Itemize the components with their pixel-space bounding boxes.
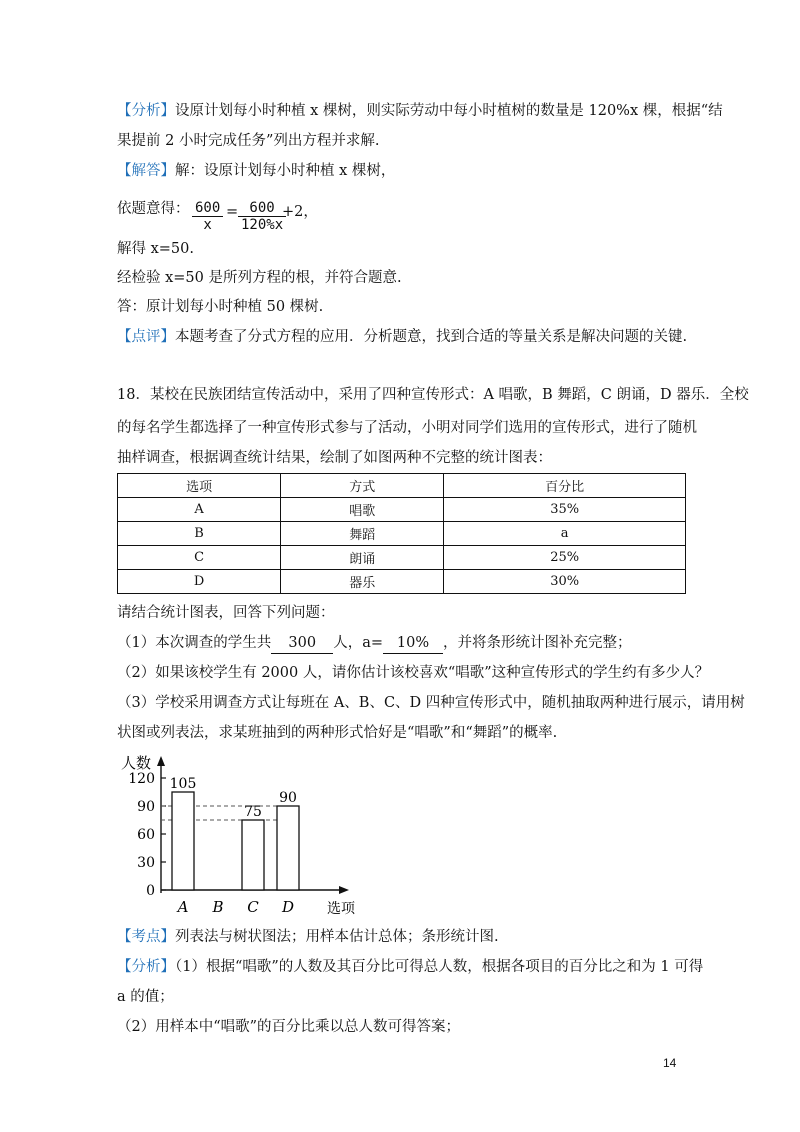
analysis-line-1: 【分析】设原计划每小时种植 x 棵树，则实际劳动中每小时植树的数量是 120%x 棵，根据“结	[117, 103, 723, 119]
page-number: 14	[663, 1056, 677, 1070]
table-cell: 35%	[444, 498, 686, 522]
table-cell: C	[118, 546, 281, 570]
analysis2-tag: 【分析】	[117, 959, 175, 975]
x-axis-label: 选项	[327, 901, 355, 917]
table-cell: B	[118, 522, 281, 546]
analysis-line-2: 果提前 2 小时完成任务”列出方程并求解.	[117, 133, 380, 149]
comment-line: 【点评】本题考查了分式方程的应用．分析题意，找到合适的等量关系是解决问题的关键.	[117, 329, 688, 345]
analysis-tag: 【分析】	[117, 103, 175, 119]
question18-line-3: 抽样调查，根据调查统计结果，绘制了如图两种不完整的统计图表：	[117, 450, 552, 466]
solution-line-3: 解得 x=50.	[117, 241, 194, 257]
y-tick-label: 30	[137, 855, 155, 871]
table-cell: 25%	[444, 546, 686, 570]
x-category-label: C	[247, 898, 259, 916]
question18-sub3-line-1: （3）学校采用调查方式让每班在 A、B、C、D 四种宣传形式中，随机抽取两种进行展示，请用树	[117, 695, 745, 711]
y-tick-label: 0	[146, 883, 155, 899]
question18-line-1: 18．某校在民族团结宣传活动中，采用了四种宣传形式：A 唱歌，B 舞蹈，C 朗诵，D 器乐．全校	[117, 387, 749, 403]
analysis2-line-1: 【分析】（1）根据“唱歌”的人数及其百分比可得总人数，根据各项目的百分比之和为 1 可得	[117, 959, 704, 975]
equation-fraction-right: $\frac{600}{120\%x}$	[238, 200, 286, 233]
table-cell: 器乐	[281, 570, 444, 594]
bar	[277, 806, 299, 890]
solution-line-1: 【解答】解：设原计划每小时种植 x 棵树，	[117, 163, 396, 179]
bar-value-label: 75	[244, 804, 262, 820]
y-axis-label: 人数	[121, 754, 152, 772]
kaodian-tag: 【考点】	[117, 929, 175, 945]
y-tick-label: 60	[137, 827, 155, 843]
question18-prompt: 请结合统计图表，回答下列问题：	[117, 605, 335, 621]
equation-suffix: +2，	[282, 204, 318, 220]
solution-line-4: 经检验 x=50 是所列方程的根，并符合题意.	[117, 270, 402, 286]
bar-value-label: 105	[169, 776, 197, 792]
table-header-cell: 百分比	[444, 474, 686, 498]
table-cell: D	[118, 570, 281, 594]
answer-blank-total: 300	[271, 633, 333, 654]
bar	[172, 792, 194, 890]
x-category-label: B	[212, 898, 224, 916]
equation-sign: =	[226, 204, 239, 220]
x-category-label: A	[177, 898, 189, 916]
table-cell: a	[444, 522, 686, 546]
equation-prefix: 依题意得：	[117, 201, 190, 217]
y-tick-label: 90	[137, 799, 155, 815]
question18-line-2: 的每名学生都选择了一种宣传形式参与了活动，小明对同学们选用的宣传形式，进行了随机	[117, 420, 697, 436]
solution-line-5: 答：原计划每小时种植 50 棵树.	[117, 299, 324, 315]
table-header-cell: 方式	[281, 474, 444, 498]
analysis2-line-2: a 的值；	[117, 989, 174, 1005]
answer-blank-a: 10%	[383, 633, 443, 654]
x-category-label: D	[281, 898, 295, 916]
question18-sub3-line-2: 状图或列表法，求某班抽到的两种形式恰好是“唱歌”和“舞蹈”的概率.	[117, 725, 558, 741]
bar-value-label: 90	[279, 790, 297, 806]
analysis2-line-3: （2）用样本中“唱歌”的百分比乘以总人数可得答案；	[117, 1019, 461, 1035]
question18-sub1: （1）本次调查的学生共 300 人，a= 10% ，并将条形统计图补充完整；	[117, 633, 632, 654]
table-cell: A	[118, 498, 281, 522]
table-cell: 舞蹈	[281, 522, 444, 546]
kaodian-line: 【考点】列表法与树状图法；用样本估计总体；条形统计图.	[117, 929, 499, 945]
table-cell: 30%	[444, 570, 686, 594]
comment-tag: 【点评】	[117, 329, 175, 345]
y-axis-arrow-icon	[157, 756, 165, 766]
question18-sub2: （2）如果该校学生有 2000 人，请你估计该校喜欢“唱歌”这种宣传形式的学生约有多少人？	[117, 665, 710, 681]
bar	[242, 820, 264, 890]
y-tick-label: 120	[128, 771, 155, 787]
solution-tag: 【解答】	[117, 163, 175, 179]
table-header-cell: 选项	[118, 474, 281, 498]
x-axis-arrow-icon	[339, 886, 349, 894]
table-cell: 朗诵	[281, 546, 444, 570]
equation-fraction-left: $\frac{600}{x}$	[192, 200, 223, 233]
table-cell: 唱歌	[281, 498, 444, 522]
